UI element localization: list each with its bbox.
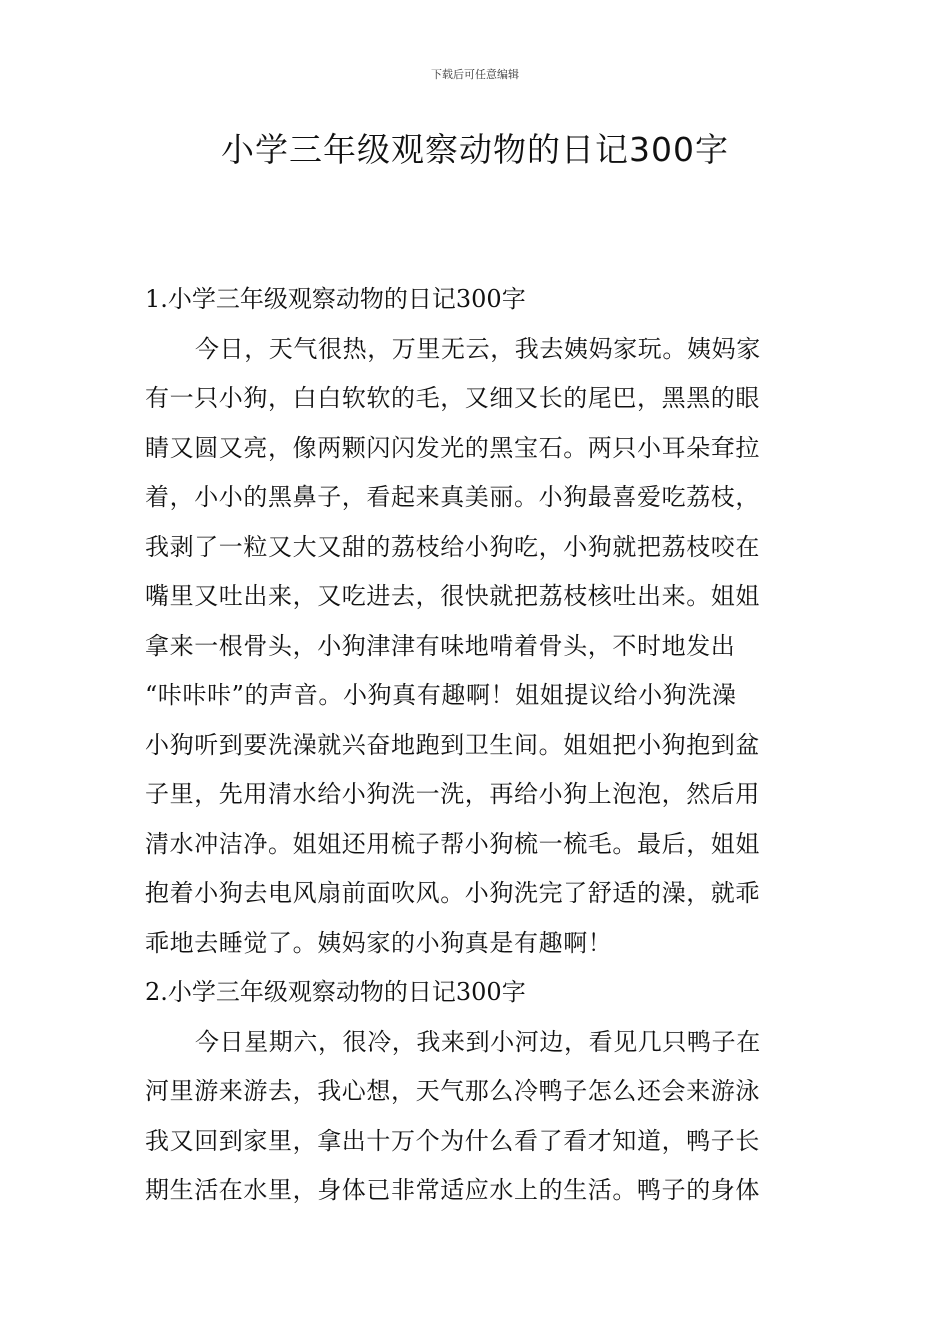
paragraph-line: 嘴里又吐出来，又吃进去，很快就把荔枝核吐出来。姐姐 xyxy=(145,582,760,610)
paragraph-line: 我剥了一粒又大又甜的荔枝给小狗吃，小狗就把荔枝咬在 xyxy=(145,532,760,561)
paragraph-line: 清水冲洁净。姐姐还用梳子帮小狗梳一梳毛。最后，姐姐 xyxy=(145,829,760,858)
document-body xyxy=(145,275,807,1216)
section-1 xyxy=(145,275,807,968)
paragraph-line: 小狗听到要洗澡就兴奋地跑到卫生间。姐姐把小狗抱到盆 xyxy=(145,730,760,759)
section-2 xyxy=(145,968,807,1216)
paragraph-line: 我又回到家里，拿出十万个为什么看了看才知道，鸭子长 xyxy=(145,1126,760,1155)
paragraph-line: “咔咔咔”的声音。小狗真有趣啊！姐姐提议给小狗洗澡 xyxy=(145,681,737,709)
paragraph-line: 有一只小狗，白白软软的毛，又细又长的尾巴，黑黑的眼 xyxy=(145,384,760,412)
document-title: 小学三年级观察动物的日记300字 xyxy=(221,130,729,169)
paragraph-line: 今日星期六，很冷，我来到小河边，看见几只鸭子在 xyxy=(195,1027,761,1056)
paragraph-line: 拿来一根骨头，小狗津津有味地啃着骨头，不时地发出 xyxy=(145,631,736,660)
paragraph-line: 睛又圆又亮，像两颗闪闪发光的黑宝石。两只小耳朵耷拉 xyxy=(145,433,760,462)
section-heading: 2.小学三年级观察动物的日记300字 xyxy=(145,978,526,1006)
paragraph-line: 着，小小的黑鼻子，看起来真美丽。小狗最喜爱吃荔枝， xyxy=(145,483,760,511)
section-heading: 1.小学三年级观察动物的日记300字 xyxy=(145,285,526,313)
paragraph-line: 河里游来游去，我心想，天气那么冷鸭子怎么还会来游泳 xyxy=(145,1077,760,1105)
paragraph-line: 子里，先用清水给小狗洗一洗，再给小狗上泡泡，然后用 xyxy=(145,780,760,808)
paragraph-line: 抱着小狗去电风扇前面吹风。小狗洗完了舒适的澡，就乖 xyxy=(145,879,760,907)
paragraph-line: 乖地去睡觉了。姨妈家的小狗真是有趣啊！ xyxy=(145,928,613,957)
header-note: 下载后可任意编辑 xyxy=(431,68,519,81)
paragraph-line: 期生活在水里，身体已非常适应水上的生活。鸭子的身体 xyxy=(145,1176,760,1204)
paragraph-line: 今日，天气很热，万里无云，我去姨妈家玩。姨妈家 xyxy=(195,334,761,363)
